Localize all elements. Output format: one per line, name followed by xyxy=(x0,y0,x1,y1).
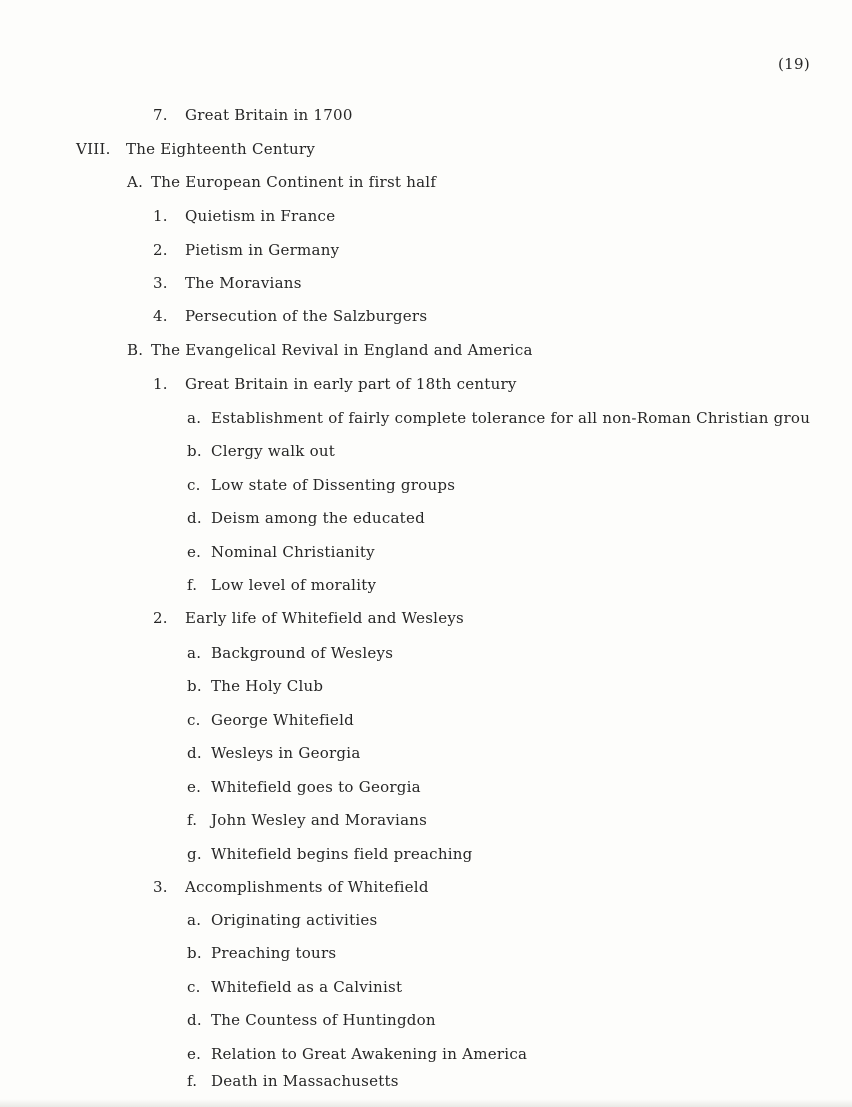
outline-item xyxy=(187,1072,399,1090)
outline-item xyxy=(187,576,376,594)
outline-marker: 3. xyxy=(153,878,168,896)
outline-item xyxy=(153,274,302,292)
outline-item xyxy=(187,845,473,863)
outline-item xyxy=(153,375,517,393)
outline-item xyxy=(187,778,421,796)
scan-edge xyxy=(0,1099,852,1107)
outline-text: John Wesley and Moravians xyxy=(211,811,428,829)
outline-item xyxy=(153,207,335,225)
outline-item xyxy=(153,609,464,627)
outline-text: Whitefield goes to Georgia xyxy=(211,778,421,796)
outline-marker: a. xyxy=(187,409,202,427)
outline-text: George Whitefield xyxy=(211,711,354,729)
outline-text: Great Britain in 1700 xyxy=(185,106,353,124)
outline-text: Deism among the educated xyxy=(211,509,425,527)
outline-item xyxy=(127,341,533,359)
outline-marker: 1. xyxy=(153,207,168,225)
outline-item xyxy=(187,644,393,662)
outline-item xyxy=(187,1011,436,1029)
outline-text: The European Continent in first half xyxy=(151,173,437,191)
outline-item xyxy=(187,811,427,829)
outline-text: Early life of Whitefield and Wesleys xyxy=(185,609,465,627)
page-number: (19) xyxy=(778,55,810,73)
outline-item xyxy=(187,978,402,996)
outline-marker: b. xyxy=(187,442,202,460)
outline-marker: e. xyxy=(187,778,202,796)
outline-marker: e. xyxy=(187,1045,202,1063)
outline-text: Low level of morality xyxy=(211,576,377,594)
outline-marker: f. xyxy=(187,811,198,829)
outline-text: Clergy walk out xyxy=(211,442,336,460)
outline-item xyxy=(187,677,323,695)
outline-item xyxy=(153,106,353,124)
outline-item xyxy=(153,241,339,259)
outline-text: Background of Wesleys xyxy=(211,644,394,662)
outline-item xyxy=(153,307,427,325)
outline-text: Death in Massachusetts xyxy=(211,1072,399,1090)
outline-marker: a. xyxy=(187,911,202,929)
outline-text: The Evangelical Revival in England and America xyxy=(151,341,533,359)
outline-text: Originating activities xyxy=(211,911,378,929)
outline-text: Pietism in Germany xyxy=(185,241,340,259)
outline-text: Whitefield begins field preaching xyxy=(211,845,473,863)
outline-marker: c. xyxy=(187,476,201,494)
outline-marker: a. xyxy=(187,644,202,662)
outline-item xyxy=(187,1045,527,1063)
outline-text: The Holy Club xyxy=(211,677,324,695)
outline-text: Preaching tours xyxy=(211,944,337,962)
outline-marker: f. xyxy=(187,576,198,594)
outline-item xyxy=(153,878,429,896)
outline-item xyxy=(187,509,425,527)
outline-marker: 4. xyxy=(153,307,168,325)
outline-text: Great Britain in early part of 18th century xyxy=(185,375,517,393)
outline-text: Persecution of the Salzburgers xyxy=(185,307,428,325)
outline-text: The Moravians xyxy=(185,274,302,292)
outline-item xyxy=(187,911,377,929)
outline-marker: e. xyxy=(187,543,202,561)
outline-item xyxy=(187,744,361,762)
outline-text: Low state of Dissenting groups xyxy=(211,476,456,494)
outline-item xyxy=(187,476,455,494)
outline-text: Whitefield as a Calvinist xyxy=(211,978,403,996)
outline-item xyxy=(187,711,354,729)
outline-marker: VIII. xyxy=(76,140,111,158)
outline-marker: 1. xyxy=(153,375,168,393)
outline-item xyxy=(76,140,315,158)
outline-marker: B. xyxy=(127,341,144,359)
outline-item xyxy=(187,409,810,427)
outline-item xyxy=(127,173,436,191)
outline-marker: c. xyxy=(187,978,201,996)
outline-text: Accomplishments of Whitefield xyxy=(185,878,429,896)
outline-text: The Eighteenth Century xyxy=(126,140,316,158)
outline-marker: c. xyxy=(187,711,201,729)
outline-marker: d. xyxy=(187,744,202,762)
outline-marker: d. xyxy=(187,1011,202,1029)
outline-marker: d. xyxy=(187,509,202,527)
outline-text: Quietism in France xyxy=(185,207,336,225)
outline-text: Wesleys in Georgia xyxy=(211,744,361,762)
outline-marker: 2. xyxy=(153,609,168,627)
outline-marker: f. xyxy=(187,1072,198,1090)
outline-marker: b. xyxy=(187,677,202,695)
outline-item xyxy=(187,543,375,561)
outline-item xyxy=(187,442,335,460)
outline-marker: g. xyxy=(187,845,202,863)
outline-marker: A. xyxy=(127,173,144,191)
outline-marker: 7. xyxy=(153,106,168,124)
outline-marker: 3. xyxy=(153,274,168,292)
outline-text: Establishment of fairly complete tolerance for all non-Roman Christian grou xyxy=(211,409,811,427)
outline-item xyxy=(187,944,336,962)
outline-marker: 2. xyxy=(153,241,168,259)
outline-marker: b. xyxy=(187,944,202,962)
outline-text: Nominal Christianity xyxy=(211,543,375,561)
outline-text: The Countess of Huntingdon xyxy=(211,1011,436,1029)
outline-text: Relation to Great Awakening in America xyxy=(211,1045,528,1063)
